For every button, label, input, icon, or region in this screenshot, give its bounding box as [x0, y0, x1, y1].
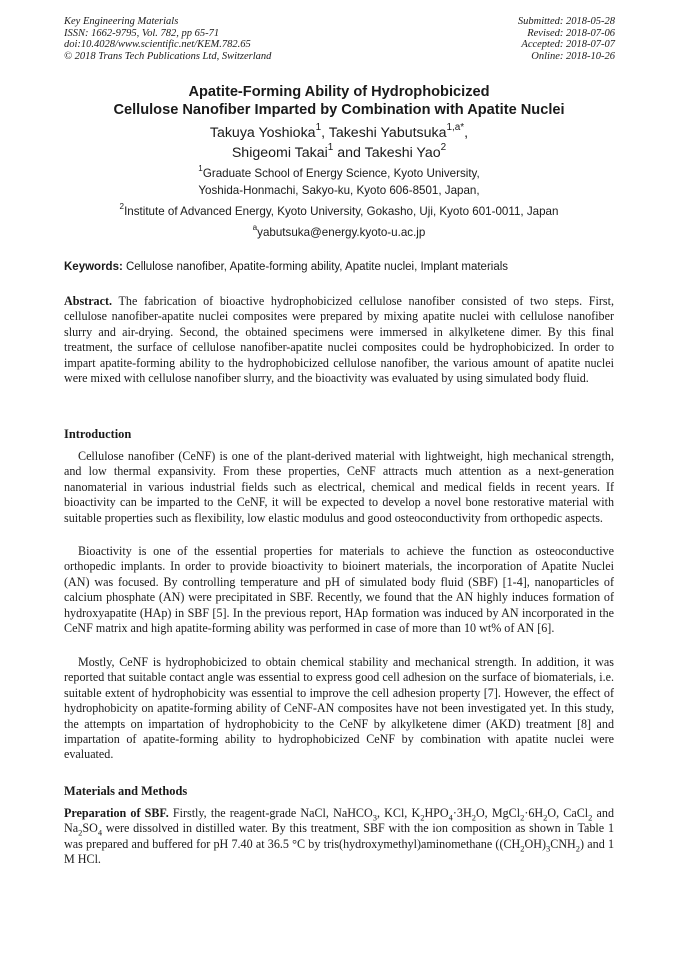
intro-paragraph-2: Bioactivity is one of the essential properties for materials to achieve the function as osteoconductive orthopedic implants. In order to provide bioactivity to bioinert materials, the incorporation of Apatite Nuclei (AN) was focused. By controlling temperature and pH of simulated body fluid (SBF) [1-4], nanoparticles of calcium phosphate (AN) were precipitated in SBF. Recently, we found that the AN highly induces formation of hydroxyapatite (HAp) in SBF [5]. In the previous report, HAp formation was induced by AN incorporated in the CeNF matrix and high apatite-forming ability was performed in case of more than 10 wt% of AN [6].	[64, 544, 614, 636]
author-affil-mark: 2	[440, 142, 447, 154]
copyright-line: © 2018 Trans Tech Publications Ltd, Switzerland	[64, 50, 272, 62]
keywords-label: Keywords:	[64, 261, 123, 273]
subscript: 2	[543, 812, 548, 823]
title-line-2: Cellulose Nanofiber Imparted by Combination with Apatite Nuclei	[113, 102, 565, 118]
text-run: SO	[82, 821, 98, 836]
issn-line: ISSN: 1662-9795, Vol. 782, pp 65-71	[64, 27, 220, 39]
affil-mark: 2	[119, 202, 125, 212]
subscript: 2	[588, 812, 593, 823]
authors-line-2	[40, 143, 638, 163]
text-run: , KCl, K	[376, 806, 421, 820]
text-run: were dissolved in distilled water. By this treatment, SBF with the ion composition as shown in Table 1 was prepared and buffered for pH 7.40 at 36.5 °C by tris(hydroxymethyl)aminomethane ((CH	[64, 821, 614, 851]
text-run: ·6H	[524, 806, 544, 820]
subscript: 3	[372, 812, 377, 823]
text-run: O, CaCl	[547, 806, 589, 820]
keywords	[64, 260, 616, 275]
journal-info	[64, 16, 271, 62]
methods-paragraph-sbf	[64, 806, 614, 868]
subscript: 2	[471, 812, 476, 823]
affiliation-text: Institute of Advanced Energy, Kyoto University, Gokasho, Uji, Kyoto 601-0011, Japan	[124, 205, 559, 218]
keywords-text: Cellulose nanofiber, Apatite-forming ability, Apatite nuclei, Implant materials	[122, 261, 509, 273]
text-run: HPO	[424, 806, 449, 820]
online-date: Online: 2018-10-26	[531, 50, 615, 62]
author-affil-mark: 1	[327, 142, 334, 154]
text-run: OH)	[524, 836, 547, 851]
abstract-label: Abstract.	[64, 294, 113, 308]
affiliation-address: Yoshida-Honmachi, Sakyo-ku, Kyoto 606-8501, Japan,	[198, 184, 480, 197]
journal-name: Key Engineering Materials	[64, 16, 179, 27]
author-affil-mark: 1,a*	[446, 122, 465, 134]
title-line-1: Apatite-Forming Ability of Hydrophobicized	[188, 84, 490, 100]
text-run: CNH	[550, 836, 576, 851]
author-separator: and	[333, 145, 365, 161]
subscript: 2	[575, 843, 581, 854]
subscript: 2	[520, 812, 525, 823]
subscript: 2	[520, 843, 525, 854]
subscript: 4	[448, 812, 453, 823]
text-run: ·3H	[452, 806, 472, 820]
section-heading-introduction: Introduction	[64, 427, 132, 441]
text-run: ) and 1 M HCl.	[64, 836, 614, 867]
text-run: and Na	[64, 806, 614, 836]
subscript: 4	[97, 827, 103, 838]
abstract-text: The fabrication of bioactive hydrophobicized cellulose nanofiber consisted of two steps. First, cellulose nanofiber-apatite nuclei composites were prepared by mixing apatite nuclei with cellulose nanofiber slurry and air-drying. Second, the obtained specimens were immersed in alkylketene dimer. By this final treatment, the surface of cellulose nanofiber-apatite nuclei composites could be hydrophobicized. In order to impart apatite-forming ability to the hydrophobicized cellulose nanofiber, the various amount of apatite nuclei were mixed with cellulose nanofiber slurry, and the bioactivity was evaluated by using simulated body fluid.	[64, 294, 614, 386]
author-separator: ,	[464, 125, 469, 141]
author-name: Shigeomi Takai	[231, 145, 328, 161]
corresponding-email	[40, 224, 638, 241]
author-name: Takeshi Yao	[364, 145, 441, 161]
submission-dates	[518, 16, 615, 62]
email-address[interactable]: yabutsuka@energy.kyoto-u.ac.jp	[257, 226, 426, 239]
abstract	[64, 294, 614, 386]
subscript: 3	[546, 843, 551, 854]
submitted-date: Submitted: 2018-05-28	[517, 16, 615, 27]
author-affil-mark: 1	[315, 122, 322, 134]
authors-line-1	[40, 123, 638, 143]
email-mark: a	[252, 223, 258, 233]
intro-paragraph-1: Cellulose nanofiber (CeNF) is one of the plant-derived material with lightweight, high mechanical strength, and low thermal expansivity. From these properties, CeNF attracts much attention as a next-generation nanomaterial in various industrial fields such as electrical, chemical and medical fields in recent years. If bioactivity can be imparted to the CeNF, it will be expected to develop a novel bone restorative material with suitable properties such as flexibility, low elastic modulus and good osteoconductivity from orthopedic aspects.	[64, 449, 614, 525]
author-name: Takuya Yoshioka	[209, 125, 316, 141]
subsection-lead: Preparation of SBF.	[64, 806, 169, 820]
doi-line: doi:10.4028/www.scientific.net/KEM.782.65	[64, 39, 251, 51]
subscript: 2	[78, 827, 83, 838]
affil-mark: 1	[198, 164, 203, 174]
affiliation-text: Graduate School of Energy Science, Kyoto University,	[202, 167, 480, 180]
author-list	[40, 123, 638, 163]
author-name: Takeshi Yabutsuka	[328, 125, 447, 141]
subscript: 2	[420, 812, 425, 823]
paper-title	[40, 83, 638, 119]
accepted-date: Accepted: 2018-07-07	[521, 39, 615, 51]
text-run: O, MgCl	[475, 806, 521, 820]
author-separator: ,	[321, 125, 329, 141]
affiliation-1	[40, 165, 638, 199]
intro-paragraph-3: Mostly, CeNF is hydrophobicized to obtain chemical stability and mechanical strength. In addition, it was reported that suitable contact angle was essential to express good cell adhesion on the surface of biomaterials, i.e. suitable extent of hydrophobicity was essential to improve the cell adhesion property [7]. However, the effect of hydrophobicity on apatite-forming ability of CeNF-AN composites have not been investigated yet. In this study, the attempts on impartation of hydrophobicity to the CeNF by alkylketene dimer (AKD) treatment [8] and impartation of apatite-forming ability to hydrophobicized CeNF by combination with apatite nuclei were evaluated.	[64, 655, 614, 762]
text-run: Firstly, the reagent-grade NaCl, NaHCO	[168, 806, 373, 820]
affiliation-2	[40, 203, 638, 220]
revised-date: Revised: 2018-07-06	[527, 27, 615, 39]
section-heading-methods: Materials and Methods	[64, 784, 188, 798]
